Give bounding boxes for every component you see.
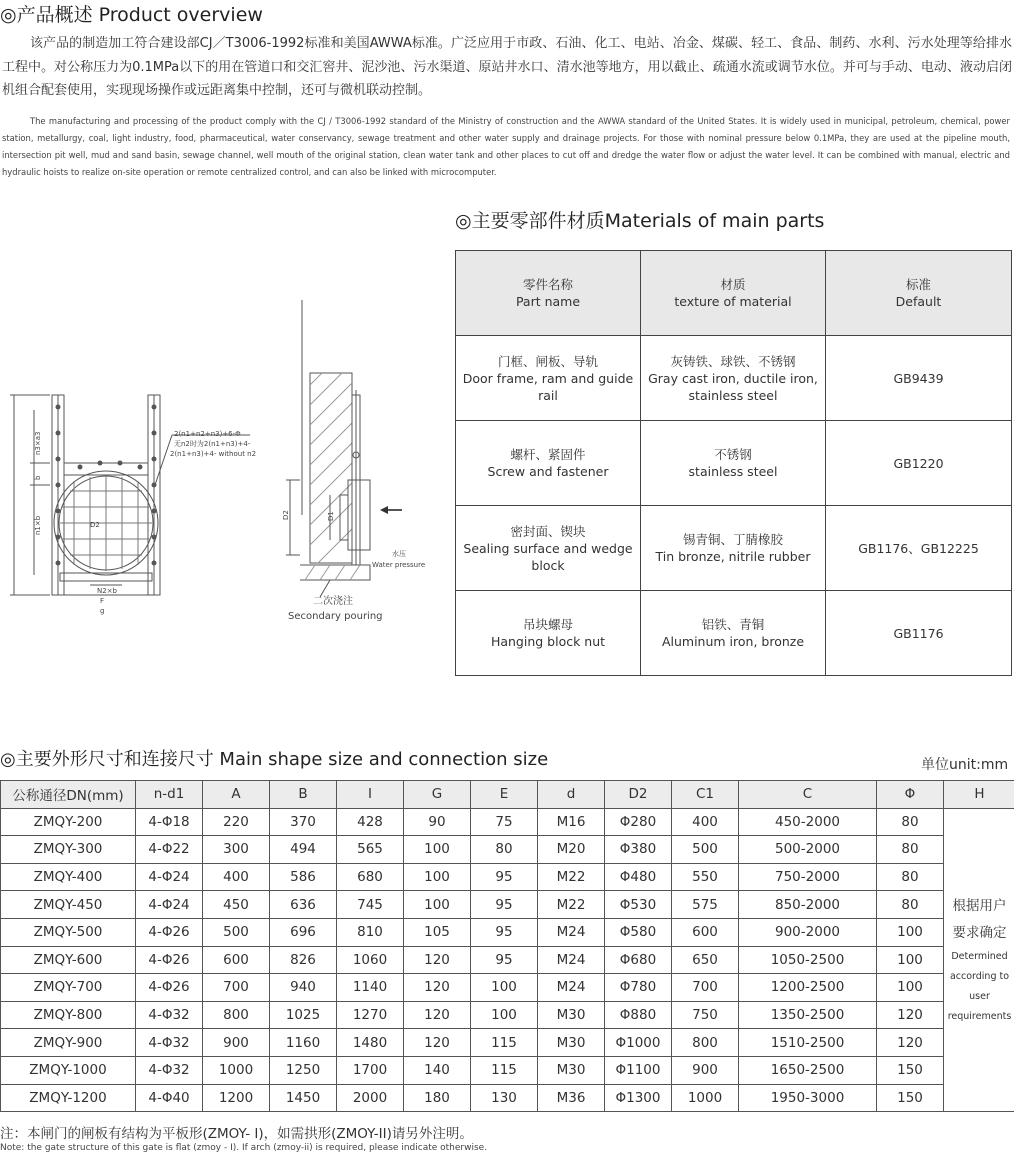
- standard-cell: GB1176、GB12225: [826, 506, 1012, 591]
- table-cell: 100: [877, 974, 944, 1002]
- table-cell: Φ780: [605, 974, 672, 1002]
- table-cell: 120: [877, 1029, 944, 1057]
- dimensions-header-cell: G: [404, 781, 471, 809]
- dim-g: g: [100, 607, 105, 615]
- table-cell: 1050-2500: [739, 946, 877, 974]
- table-cell: 1350-2500: [739, 1001, 877, 1029]
- table-cell: Φ680: [605, 946, 672, 974]
- table-cell: 565: [337, 836, 404, 864]
- table-cell: 1510-2500: [739, 1029, 877, 1057]
- table-cell: M30: [538, 1056, 605, 1084]
- table-cell: M24: [538, 946, 605, 974]
- table-cell: Φ1000: [605, 1029, 672, 1057]
- table-cell: 450-2000: [739, 808, 877, 836]
- table-cell: 1140: [337, 974, 404, 1002]
- unit-label: 单位unit:mm: [921, 757, 1009, 773]
- table-cell: 1000: [203, 1056, 270, 1084]
- table-cell: 600: [203, 946, 270, 974]
- table-cell: ZMQY-200: [1, 808, 136, 836]
- table-cell: M24: [538, 974, 605, 1002]
- table-cell: ZMQY-450: [1, 891, 136, 919]
- material-cell: 铝铁、青铜 Aluminum iron, bronze: [641, 591, 826, 676]
- table-cell: Φ480: [605, 863, 672, 891]
- table-cell: 550: [672, 863, 739, 891]
- table-cell: 75: [471, 808, 538, 836]
- table-cell: 700: [672, 974, 739, 1002]
- note-cn: 注：本闸门的闸板有结构为平板形(ZMOY- I)，如需拱形(ZMOY-II)请另外注明。: [0, 1126, 473, 1142]
- note-en: Note: the gate structure of this gate is flat (zmoy - I). If arch (zmoy-ii) is required, please indicate otherwise.: [0, 1143, 488, 1153]
- dim-d2-side: D2: [282, 510, 290, 520]
- material-cell: 灰铸铁、球铁、不锈钢 Gray cast iron, ductile iron, stainless steel: [641, 336, 826, 421]
- table-cell: 450: [203, 891, 270, 919]
- table-cell: 636: [270, 891, 337, 919]
- bolt-formula-2: 无n2时为2(n1+n3)+4-: [174, 440, 251, 448]
- table-cell: M20: [538, 836, 605, 864]
- table-row: [1, 891, 1014, 919]
- table-cell: 428: [337, 808, 404, 836]
- table-cell: 1200: [203, 1084, 270, 1112]
- part-name-cell: 螺杆、紧固件 Screw and fastener: [456, 421, 641, 506]
- table-cell: 500: [672, 836, 739, 864]
- dim-d2-front: D2: [90, 521, 100, 529]
- materials-row: [456, 336, 1012, 421]
- materials-header-row: [456, 251, 1012, 336]
- dim-b: b: [34, 475, 42, 480]
- table-cell: 1200-2500: [739, 974, 877, 1002]
- table-cell: 4-Φ18: [136, 808, 203, 836]
- table-cell: 800: [672, 1029, 739, 1057]
- dimensions-header-cell: H: [944, 781, 1014, 809]
- table-cell: 400: [203, 863, 270, 891]
- dimensions-table: [0, 780, 1014, 1112]
- table-row: [1, 808, 1014, 836]
- gate-technical-drawing: [0, 295, 450, 630]
- table-cell: 1650-2500: [739, 1056, 877, 1084]
- table-cell: ZMQY-300: [1, 836, 136, 864]
- material-cell: 不锈钢 stainless steel: [641, 421, 826, 506]
- table-cell: Φ880: [605, 1001, 672, 1029]
- part-name-cell: 吊块螺母 Hanging block nut: [456, 591, 641, 676]
- dimensions-header-cell: 公称通径DN(mm): [1, 781, 136, 809]
- table-cell: 650: [672, 946, 739, 974]
- table-row: [1, 1084, 1014, 1112]
- table-cell: 95: [471, 946, 538, 974]
- dim-d1-side: D1: [327, 511, 335, 521]
- material-cell: 锡青铜、丁腈橡胶 Tin bronze, nitrile rubber: [641, 506, 826, 591]
- materials-row: [456, 591, 1012, 676]
- materials-header-cell: 零件名称 Part name: [456, 251, 641, 336]
- table-cell: 4-Φ32: [136, 1001, 203, 1029]
- table-cell: 1270: [337, 1001, 404, 1029]
- h-value-cn: 根据用户要求确定: [952, 897, 1007, 941]
- table-cell: 750-2000: [739, 863, 877, 891]
- table-cell: 80: [471, 836, 538, 864]
- table-cell: 105: [404, 918, 471, 946]
- table-cell: 120: [404, 1029, 471, 1057]
- table-cell: 4-Φ32: [136, 1029, 203, 1057]
- table-cell: 900-2000: [739, 918, 877, 946]
- table-cell: 494: [270, 836, 337, 864]
- table-cell: 370: [270, 808, 337, 836]
- table-cell: 4-Φ32: [136, 1056, 203, 1084]
- table-cell: Φ280: [605, 808, 672, 836]
- table-cell: 115: [471, 1029, 538, 1057]
- table-cell: M24: [538, 918, 605, 946]
- table-cell: 150: [877, 1084, 944, 1112]
- table-cell: Φ1100: [605, 1056, 672, 1084]
- table-row: [1, 918, 1014, 946]
- table-cell: 4-Φ26: [136, 974, 203, 1002]
- table-cell: M30: [538, 1001, 605, 1029]
- table-row: [1, 836, 1014, 864]
- concrete-wall: [310, 373, 352, 563]
- table-cell: 115: [471, 1056, 538, 1084]
- h-value-en: Determined according to user requirements: [947, 950, 1012, 1022]
- table-row: [1, 946, 1014, 974]
- dim-f: F: [100, 597, 105, 605]
- table-cell: 4-Φ24: [136, 891, 203, 919]
- dimensions-header-cell: d: [538, 781, 605, 809]
- table-cell: 95: [471, 863, 538, 891]
- table-cell: 900: [203, 1029, 270, 1057]
- table-row: [1, 1056, 1014, 1084]
- table-cell: 1000: [672, 1084, 739, 1112]
- table-cell: 826: [270, 946, 337, 974]
- secondary-pouring-cn: 二次浇注: [313, 596, 353, 607]
- secondary-pouring-en: Secondary pouring: [288, 611, 383, 622]
- table-cell: 80: [877, 808, 944, 836]
- water-pressure-en: Water pressure: [372, 561, 426, 569]
- table-cell: 750: [672, 1001, 739, 1029]
- table-cell: 140: [404, 1056, 471, 1084]
- table-cell: 100: [471, 974, 538, 1002]
- table-cell: ZMQY-600: [1, 946, 136, 974]
- dim-n2xb: N2×b: [97, 587, 117, 595]
- table-cell: M16: [538, 808, 605, 836]
- table-cell: 400: [672, 808, 739, 836]
- table-cell: 90: [404, 808, 471, 836]
- table-cell: 575: [672, 891, 739, 919]
- table-cell: ZMQY-1000: [1, 1056, 136, 1084]
- table-cell: 95: [471, 918, 538, 946]
- table-cell: 700: [203, 974, 270, 1002]
- table-cell: 1450: [270, 1084, 337, 1112]
- table-cell: 940: [270, 974, 337, 1002]
- table-cell: M30: [538, 1029, 605, 1057]
- h-value-cell: [944, 808, 1014, 1112]
- table-row: [1, 1029, 1014, 1057]
- table-cell: 100: [404, 891, 471, 919]
- table-row: [1, 863, 1014, 891]
- table-cell: 1060: [337, 946, 404, 974]
- table-cell: 120: [404, 974, 471, 1002]
- water-pressure-cn: 水压: [392, 550, 406, 558]
- overview-en-paragraph: The manufacturing and processing of the product comply with the CJ / T3006-1992 standard of the Ministry of construction and the AWWA standard of the United States. It is widely used in municipal, petroleum, chemical, power station, metallurgy, coal, light industry, food, pharmaceutical, water conservancy, sewage treatment and other water supply and drainage projects. For those with nominal pressure below 0.1MPa, they are used at the pipeline mouth, intersection pit well, mud and sand basin, sewage channel, well mouth of the original station, clean water tank and other places to cut off and dredge the water flow or adjust the water level. It can be combined with manual, electric and hydraulic hoists to realize on-site operation or remote centralized control, and can also be linked with microcomputer.: [2, 116, 1010, 177]
- table-cell: M22: [538, 891, 605, 919]
- dimensions-header-cell: C1: [672, 781, 739, 809]
- table-cell: 4-Φ26: [136, 918, 203, 946]
- materials-header-cell: 标准 Default: [826, 251, 1012, 336]
- table-cell: ZMQY-500: [1, 918, 136, 946]
- table-cell: 4-Φ40: [136, 1084, 203, 1112]
- table-cell: Φ380: [605, 836, 672, 864]
- table-cell: 4-Φ26: [136, 946, 203, 974]
- dimensions-header-cell: E: [471, 781, 538, 809]
- table-cell: 600: [672, 918, 739, 946]
- table-cell: 80: [877, 891, 944, 919]
- table-cell: Φ580: [605, 918, 672, 946]
- table-cell: 120: [877, 1001, 944, 1029]
- overview-cn-paragraph: 该产品的制造加工符合建设部CJ／T3006-1992标准和美国AWWA标准。广泛应用于市政、石油、化工、电站、冶金、煤碳、轻工、食品、制药、水利、污水处理等给排水工程中。对公称压力为0.1MPa以下的用在管道口和交汇窖井、泥沙池、污水渠道、原站井水口、清水池等地方，用以截止、疏通水流或调节水位。并可与手动、电动、液动启闭机组合配套使用，实现现场操作或远距离集中控制，还可与微机联动控制。: [2, 36, 1012, 98]
- table-cell: M36: [538, 1084, 605, 1112]
- table-row: [1, 974, 1014, 1002]
- dimensions-header-cell: D2: [605, 781, 672, 809]
- part-name-cell: 密封面、锲块 Sealing surface and wedge block: [456, 506, 641, 591]
- table-cell: 800: [203, 1001, 270, 1029]
- table-cell: ZMQY-900: [1, 1029, 136, 1057]
- table-row: [1, 1001, 1014, 1029]
- table-cell: M22: [538, 863, 605, 891]
- table-cell: 1480: [337, 1029, 404, 1057]
- bolt-formula-3: 2(n1+n3)+4- without n2: [170, 450, 257, 458]
- dim-n3: n3×a3: [34, 431, 42, 455]
- table-cell: 150: [877, 1056, 944, 1084]
- table-cell: 80: [877, 836, 944, 864]
- table-cell: 100: [877, 918, 944, 946]
- table-cell: 745: [337, 891, 404, 919]
- table-cell: 850-2000: [739, 891, 877, 919]
- dimensions-header-cell: Φ: [877, 781, 944, 809]
- table-cell: 300: [203, 836, 270, 864]
- table-cell: 95: [471, 891, 538, 919]
- table-cell: 100: [404, 863, 471, 891]
- table-cell: 810: [337, 918, 404, 946]
- table-cell: 120: [404, 946, 471, 974]
- table-cell: 500: [203, 918, 270, 946]
- table-cell: 180: [404, 1084, 471, 1112]
- table-cell: ZMQY-700: [1, 974, 136, 1002]
- standard-cell: GB1220: [826, 421, 1012, 506]
- dimensions-header-cell: n-d1: [136, 781, 203, 809]
- table-cell: Φ530: [605, 891, 672, 919]
- materials-row: [456, 506, 1012, 591]
- table-cell: 4-Φ24: [136, 863, 203, 891]
- materials-table: [455, 250, 1012, 676]
- table-cell: Φ1300: [605, 1084, 672, 1112]
- table-cell: 696: [270, 918, 337, 946]
- materials-title: ◎主要零部件材质Materials of main parts: [455, 210, 825, 232]
- dimensions-title: ◎主要外形尺寸和连接尺寸 Main shape size and connection size: [0, 749, 549, 770]
- table-cell: ZMQY-400: [1, 863, 136, 891]
- table-cell: 220: [203, 808, 270, 836]
- dimensions-header-cell: A: [203, 781, 270, 809]
- dim-n1: n1×b: [34, 515, 42, 535]
- table-cell: 1025: [270, 1001, 337, 1029]
- table-cell: 1950-3000: [739, 1084, 877, 1112]
- table-cell: 1160: [270, 1029, 337, 1057]
- table-cell: 80: [877, 863, 944, 891]
- dimensions-header-cell: C: [739, 781, 877, 809]
- table-cell: 100: [471, 1001, 538, 1029]
- dimensions-header-cell: B: [270, 781, 337, 809]
- table-cell: ZMQY-1200: [1, 1084, 136, 1112]
- table-cell: ZMQY-800: [1, 1001, 136, 1029]
- table-cell: 4-Φ22: [136, 836, 203, 864]
- bolt-formula-1: 2(n1+n2+n3)+6-Φ: [174, 430, 241, 438]
- standard-cell: GB1176: [826, 591, 1012, 676]
- table-cell: 1700: [337, 1056, 404, 1084]
- table-cell: 1250: [270, 1056, 337, 1084]
- water-pressure-arrow: [380, 506, 388, 514]
- table-cell: 100: [404, 836, 471, 864]
- table-cell: 900: [672, 1056, 739, 1084]
- dimensions-header-row: [1, 781, 1014, 809]
- table-cell: 500-2000: [739, 836, 877, 864]
- materials-row: [456, 421, 1012, 506]
- part-name-cell: 门框、闸板、导轨 Door frame, ram and guide rail: [456, 336, 641, 421]
- table-cell: 586: [270, 863, 337, 891]
- table-cell: 2000: [337, 1084, 404, 1112]
- table-cell: 120: [404, 1001, 471, 1029]
- table-cell: 100: [877, 946, 944, 974]
- dimensions-header-cell: I: [337, 781, 404, 809]
- overview-title: ◎产品概述 Product overview: [0, 4, 263, 26]
- table-cell: 680: [337, 863, 404, 891]
- materials-header-cell: 材质 texture of material: [641, 251, 826, 336]
- table-cell: 130: [471, 1084, 538, 1112]
- standard-cell: GB9439: [826, 336, 1012, 421]
